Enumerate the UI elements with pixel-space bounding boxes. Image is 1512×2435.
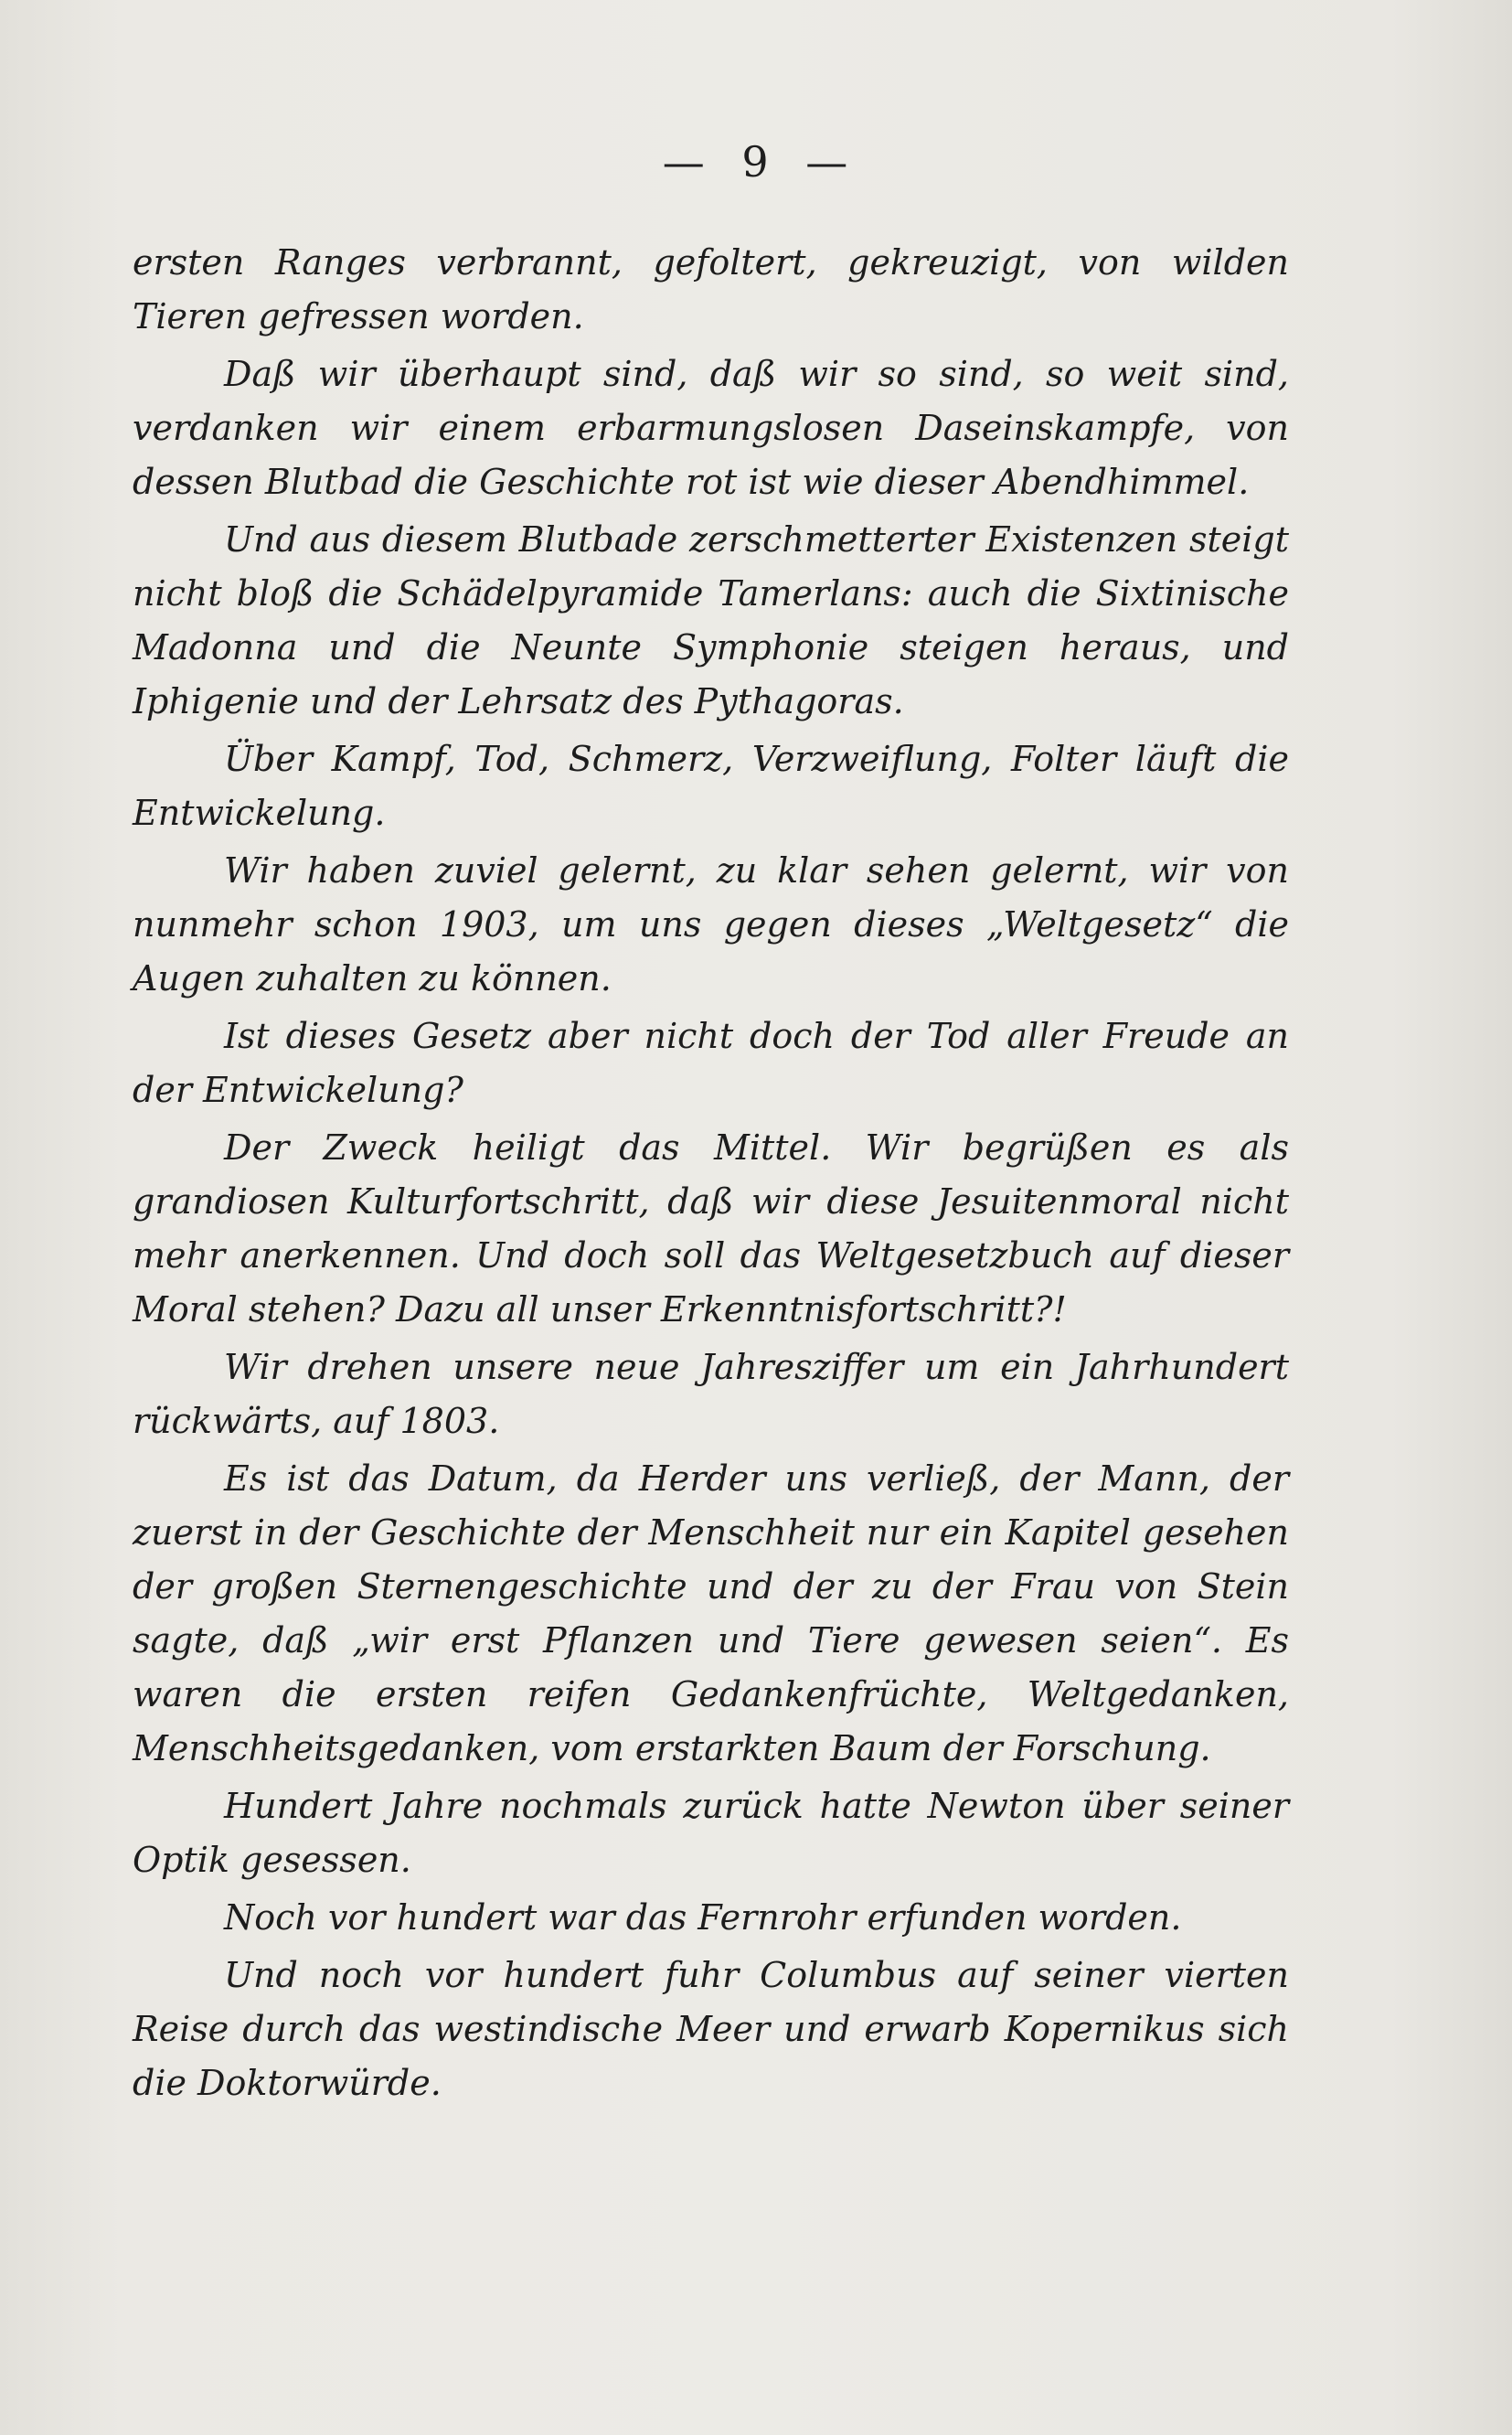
page-number-dash-left: — (662, 137, 707, 187)
paragraph-continued: ersten Ranges verbrannt, gefoltert, gekreuzigt, von wilden Tieren gefressen worden. (133, 242, 1289, 336)
paragraph: Der Zweck heiligt das Mittel. Wir begrüßen es als grandiosen Kulturfortschritt, daß wir diese Jesuitenmoral nicht mehr anerkennen. Und doch soll das Weltgesetzbuch auf dieser Moral stehen? Dazu all unser Erkenntnisfortschritt?! (133, 1127, 1289, 1330)
page-number-header (0, 137, 1512, 187)
paragraph: Über Kampf, Tod, Schmerz, Verzweiflung, Folter läuft die Entwickelung. (133, 739, 1289, 833)
paragraph: Noch vor hundert war das Fernrohr erfunden worden. (224, 1897, 1182, 1938)
body-text (133, 236, 1289, 2114)
paragraph: Und noch vor hundert fuhr Columbus auf seiner vierten Reise durch das westindische Meer und erwarb Kopernikus sich die Doktorwürde. (133, 1955, 1289, 2103)
paragraph: Und aus diesem Blutbade zerschmetterter Existenzen steigt nicht bloß die Schädelpyramide Tamerlans: auch die Sixtinische Madonna und die Neunte Symphonie steigen heraus, und Iphigenie und der Lehrsatz des Pythagoras. (133, 519, 1289, 721)
paragraph: Wir drehen unsere neue Jahresziffer um ein Jahrhundert rückwärts, auf 1803. (133, 1347, 1289, 1441)
paragraph: Daß wir überhaupt sind, daß wir so sind, so weit sind, verdanken wir einem erbarmungslosen Daseinskampfe, von dessen Blutbad die Geschichte rot ist wie dieser Abendhimmel. (133, 354, 1289, 502)
paragraph: Hundert Jahre nochmals zurück hatte Newton über seiner Optik gesessen. (133, 1786, 1289, 1880)
page-number-dash-right: — (805, 137, 850, 187)
page-number: 9 (741, 137, 771, 187)
paragraph: Es ist das Datum, da Herder uns verließ, der Mann, der zuerst in der Geschichte der Menschheit nur ein Kapitel gesehen der großen Sternengeschichte und der zu der Frau von Stein sagte, daß „wir erst Pflanzen und Tiere gewesen seien“. Es waren die ersten reifen Gedankenfrüchte, Weltgedanken, Menschheitsgedanken, vom erstarkten Baum der Forschung. (133, 1458, 1289, 1768)
paragraph: Ist dieses Gesetz aber nicht doch der Tod aller Freude an der Entwickelung? (133, 1016, 1289, 1110)
paragraph: Wir haben zuviel gelernt, zu klar sehen gelernt, wir von nunmehr schon 1903, um uns gegen dieses „Weltgesetz“ die Augen zuhalten zu können. (133, 850, 1289, 999)
